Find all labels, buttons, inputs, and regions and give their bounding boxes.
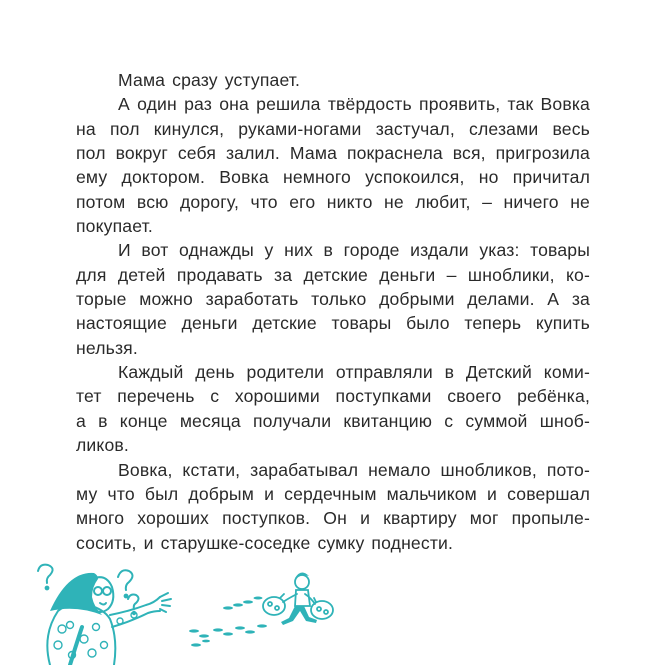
bag-icon — [263, 594, 285, 615]
text-line: для детей продавать за детские деньги – шноблики, ко- — [76, 264, 590, 285]
text-line: покупает. — [76, 216, 153, 237]
bag-icon — [311, 598, 333, 619]
paragraph-1 — [76, 68, 590, 92]
text-line: потом всю дорогу, что его никто не любит, – ничего не — [76, 191, 590, 212]
question-mark-icon — [118, 570, 133, 597]
page-body-text — [76, 68, 590, 555]
text-line: а в конце месяца получали квитанцию с суммой шноб- — [76, 410, 590, 431]
grandmother-illustration — [0, 555, 210, 665]
text-line: Вовка, кстати, зарабатывал немало шнобликов, пото- — [118, 459, 590, 480]
paragraph-4 — [76, 360, 590, 457]
text-line: торые можно заработать только добрыми делами. А за — [76, 289, 590, 310]
text-line: настоящие деньги детские товары было теперь купить — [76, 313, 590, 334]
text-line: му что был добрым и сердечным мальчиком и совершал — [76, 483, 590, 504]
text-line: тет перечень с хорошими поступками своего ребёнка, — [76, 386, 590, 407]
text-line: много хороших поступков. Он и квартиру мог пропыле- — [76, 508, 590, 529]
paragraph-5 — [76, 458, 590, 555]
text-line: пол вокруг себя залил. Мама покраснела вся, пригрозила — [76, 143, 590, 164]
paragraph-3 — [76, 238, 590, 360]
text-line: ему доктором. Вовка немного успокоился, но причитал — [76, 167, 590, 188]
paragraph-2 — [76, 92, 590, 238]
text-line: нельзя. — [76, 337, 138, 358]
text-line: ликов. — [76, 435, 129, 456]
question-mark-icon — [38, 565, 53, 590]
text-line: Мама сразу уступает. — [118, 70, 301, 90]
text-line: И вот однажды у них в городе издали указ: товары — [118, 240, 590, 261]
boy-with-bags-illustration — [180, 568, 360, 648]
text-line: сосить, и старушке-соседке сумку поднести. — [76, 532, 454, 553]
footprints-icon — [189, 597, 267, 638]
cane — [70, 627, 82, 665]
text-line: А один раз она решила твёрдость проявить, так Вовка — [118, 94, 590, 115]
text-line: на пол кинулся, руками-ногами застучал, слезами весь — [76, 118, 590, 139]
text-line: Каждый день родители отправляли в Детский коми- — [118, 362, 590, 383]
